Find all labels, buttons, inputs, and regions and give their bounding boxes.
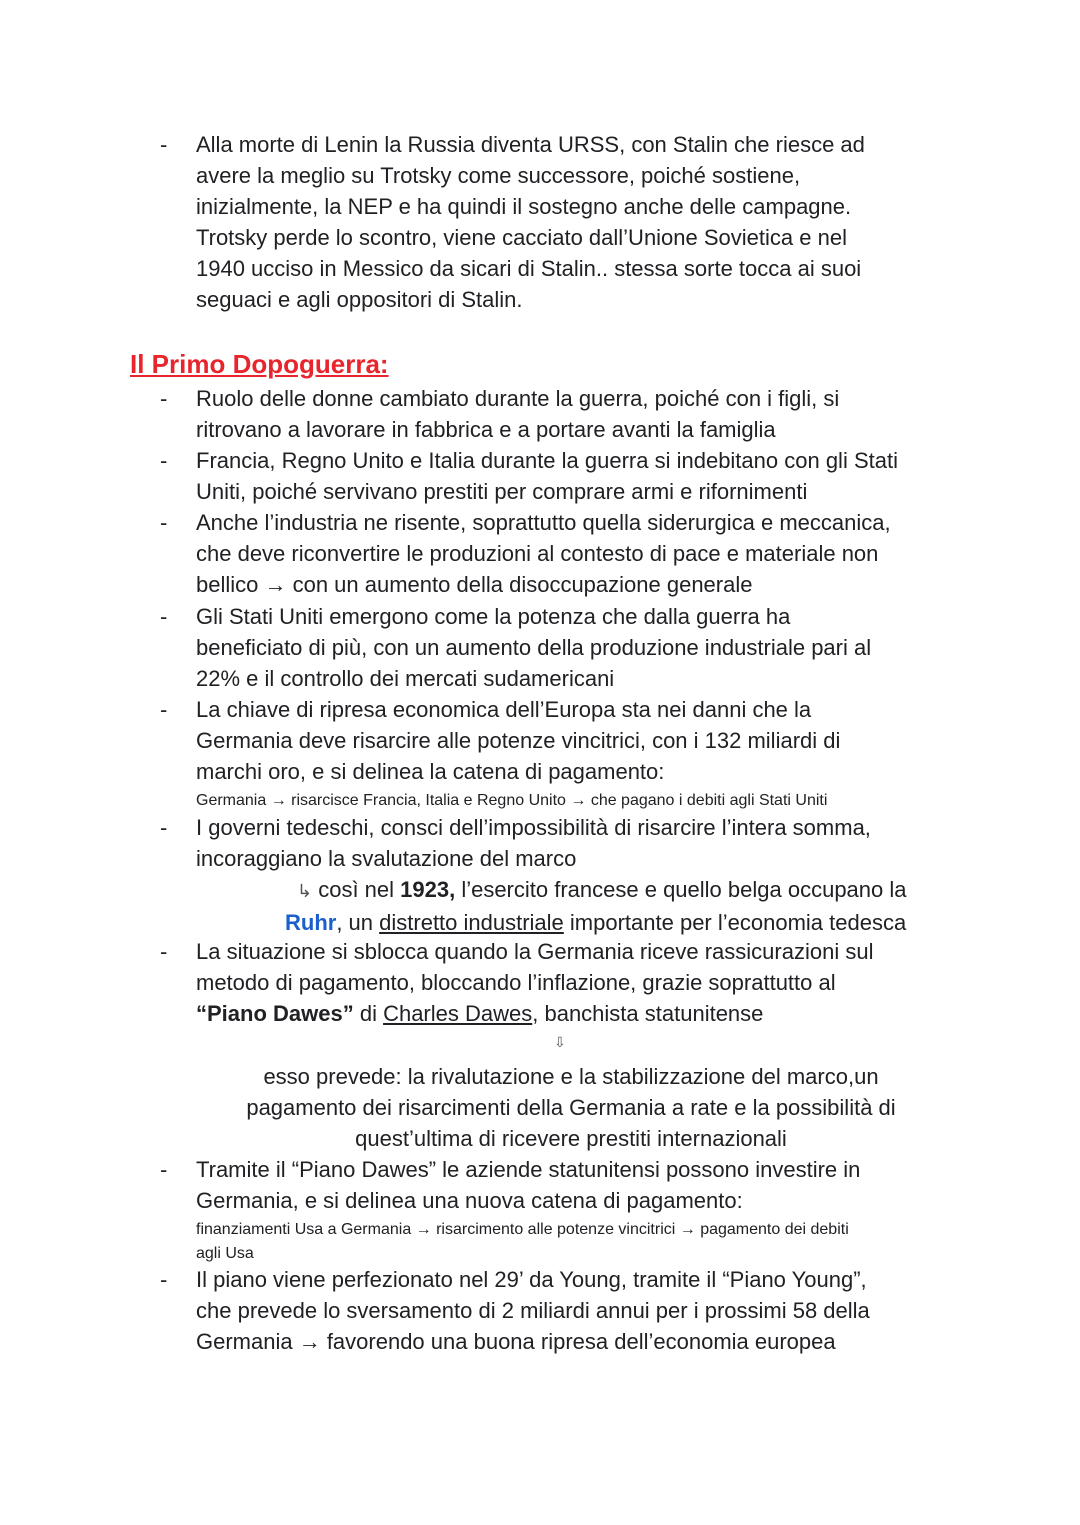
down-arrow-icon: ⇩ <box>554 1034 566 1050</box>
list-item <box>160 694 960 813</box>
bullet-dash: - <box>160 815 168 840</box>
list-item <box>160 129 960 315</box>
payment-chain-note: finanziamenti Usa a Germania → risarcimento alle potenze vincitrici → pagamento dei debiti agli Usa <box>196 1221 849 1262</box>
bullet-dash: - <box>160 697 168 722</box>
list-item <box>160 1264 960 1357</box>
bullet-text: Gli Stati Uniti emergono come la potenza che dalla guerra ha beneficiato di più, con un aumento della produzione industriale pari al 22% e il controllo dei mercati sudamericani <box>196 604 872 691</box>
bullet-dash: - <box>160 1157 168 1182</box>
bullet-dash: - <box>160 510 168 535</box>
ruhr-term: Ruhr <box>285 910 337 935</box>
list-item <box>160 812 960 874</box>
bullet-text: La situazione si sblocca quando la Germania riceve rassicurazioni sul metodo di pagamento, bloccando l’inflazione, grazie soprattutto al “Piano Dawes” di Charles Dawes, banchista statunitense <box>196 939 874 1026</box>
bullet-text: Tramite il “Piano Dawes” le aziende statunitensi possono investire in Germania, e si delinea una nuova catena di pagamento: <box>196 1157 861 1213</box>
bullet-dash: - <box>160 939 168 964</box>
charles-dawes-name: Charles Dawes <box>383 1001 533 1026</box>
year-1923: 1923, <box>400 877 456 902</box>
bullet-dash: - <box>160 448 168 473</box>
return-arrow-icon: ↳ <box>297 881 313 901</box>
piano-dawes-term: “Piano Dawes” <box>196 1001 354 1026</box>
bullet-text: Ruolo delle donne cambiato durante la guerra, poiché con i figli, si ritrovano a lavorare in fabbrica e a portare avanti la famiglia <box>196 386 840 442</box>
bullet-text: Alla morte di Lenin la Russia diventa URSS, con Stalin che riesce ad avere la meglio su Trotsky come successore, poiché sostiene, inizialmente, la NEP e ha quindi il sostegno anche delle campagne. Trotsky perde lo scontro, viene cacciato dall’Unione Sovietica e nel 1940 ucciso in Messico da sicari di Stalin.. stessa sorte tocca ai suoi seguaci e agli oppositori di Stalin. <box>196 132 865 312</box>
list-item <box>160 383 960 445</box>
bullet-text: La chiave di ripresa economica dell’Europa sta nei danni che la Germania deve risarcire alle potenze vincitrici, con i 132 miliardi di marchi oro, e si delinea la catena di pagamento: <box>196 697 841 784</box>
payment-chain-note: Germania → risarcisce Francia, Italia e Regno Unito → che pagano i debiti agli Stati Uniti <box>196 792 828 809</box>
list-item <box>160 507 960 600</box>
list-item <box>160 601 960 694</box>
bullet-text: Anche l’industria ne risente, soprattutto quella siderurgica e meccanica, che deve riconvertire le produzioni al contesto di pace e materiale non bellico → con un aumento della disoccupazione generale <box>196 510 891 597</box>
list-item <box>160 445 960 507</box>
bullet-text: Il piano viene perfezionato nel 29’ da Young, tramite il “Piano Young”, che prevede lo sversamento di 2 miliardi annui per i prossimi 58 della Germania → favorendo una buona ripresa dell’economia europea <box>196 1267 870 1354</box>
section-heading: Il Primo Dopoguerra: <box>130 349 389 379</box>
bullet-dash: - <box>160 386 168 411</box>
list-item <box>160 1154 960 1266</box>
bullet-dash: - <box>160 604 168 629</box>
list-item <box>160 936 960 1029</box>
ruhr-occupation-text: ↳ così nel 1923, l’esercito francese e quello belga occupano la Ruhr, un distretto industriale importante per l’economia tedesca <box>285 877 907 935</box>
industrial-district-term: distretto industriale <box>379 910 564 935</box>
bullet-text: Francia, Regno Unito e Italia durante la guerra si indebitano con gli Stati Uniti, poiché servivano prestiti per comprare armi e rifornimenti <box>196 448 898 504</box>
dawes-plan-detail: esso prevede: la rivalutazione e la stabilizzazione del marco,un pagamento dei risarcimenti della Germania a rate e la possibilità di quest’ultima di ricevere prestiti internazionali <box>246 1064 896 1151</box>
bullet-dash: - <box>160 1267 168 1292</box>
bullet-text: I governi tedeschi, consci dell’impossibilità di risarcire l’intera somma, incoraggiano la svalutazione del marco <box>196 815 871 871</box>
bullet-dash: - <box>160 132 168 157</box>
